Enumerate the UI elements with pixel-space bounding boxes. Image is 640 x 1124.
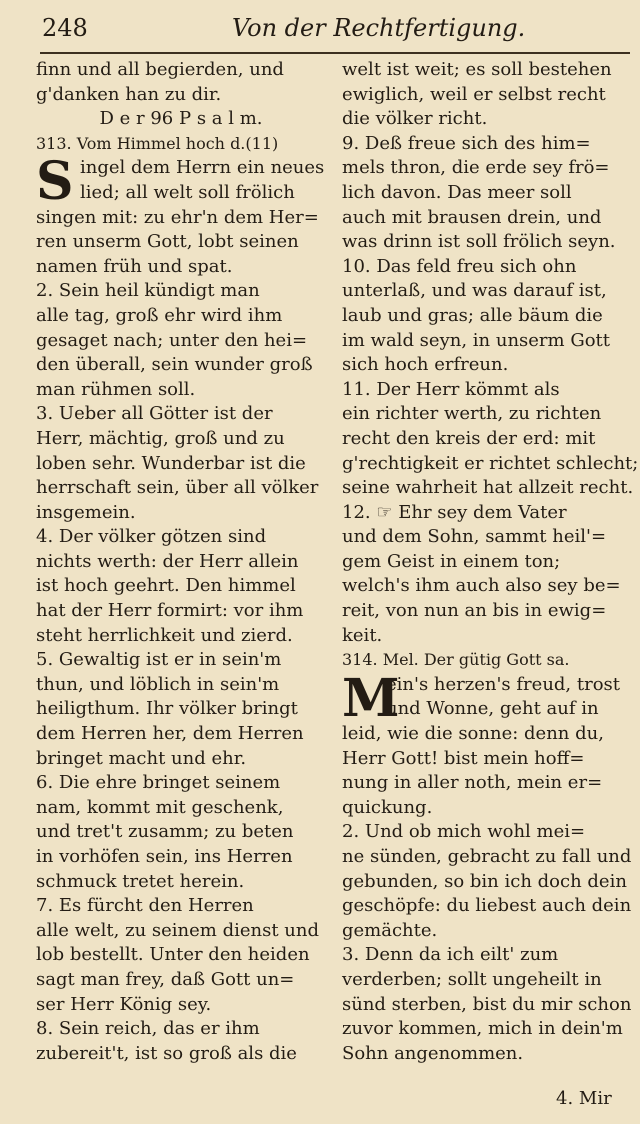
text-line: ein richter werth, zu richten	[342, 403, 602, 425]
text-line: die völker richt.	[342, 108, 488, 130]
text-line: ewiglich, weil er selbst recht	[342, 83, 606, 105]
text-line: recht den kreis der erd: mit	[342, 427, 596, 449]
text-line: ingel dem Herrn ein neues	[80, 157, 325, 179]
text-line: und tret't zusamm; zu beten	[36, 821, 294, 843]
text-line: steht herrlichkeit und zierd.	[36, 624, 293, 646]
text-line: sich hoch erfreun.	[342, 354, 509, 376]
text-line: 3. Ueber all Götter ist der	[36, 403, 273, 425]
hymn-number-melody: 313. Vom Himmel hoch d.(11)	[36, 133, 279, 153]
page-number: 248	[42, 14, 88, 42]
hymn-number-melody: 314. Mel. Der gütig Gott sa.	[342, 650, 570, 670]
text-line: Herr Gott! bist mein hoff=	[342, 747, 585, 769]
header-rule	[40, 52, 630, 54]
text-line: 7. Es fürcht den Herren	[36, 895, 254, 917]
text-line: Herr, mächtig, groß und zu	[36, 427, 285, 449]
text-line: lich davon. Das meer soll	[342, 181, 572, 203]
text-line: finn und all begierden, und	[36, 59, 284, 80]
text-line: unterlaß, und was darauf ist,	[342, 280, 607, 302]
psalm-heading: D e r 96 P s a l m.	[99, 108, 263, 130]
right-column	[342, 58, 639, 1066]
text-line: gem Geist in einem ton;	[342, 550, 561, 572]
text-line: 10. Das feld freu sich ohn	[342, 255, 577, 277]
text-line: 2. Und ob mich wohl mei=	[342, 821, 586, 843]
text-line: hat der Herr formirt: vor ihm	[36, 600, 304, 622]
text-line: 6. Die ehre bringet seinem	[36, 772, 281, 794]
text-line: und Wonne, geht auf in	[386, 698, 599, 720]
text-line: reit, von nun an bis in ewig=	[342, 600, 607, 622]
text-line: leid, wie die sonne: denn du,	[342, 723, 604, 745]
text-line: 4. Der völker götzen sind	[36, 526, 267, 548]
text-line: laub und gras; alle bäum die	[342, 304, 603, 326]
drop-cap-letter: S	[36, 151, 74, 213]
text-line: ren unserm Gott, lobt seinen	[36, 231, 299, 253]
text-line: thun, und löblich in sein'm	[36, 673, 280, 695]
text-line: ein's herzen's freud, trost	[386, 673, 621, 695]
text-line: ne sünden, gebracht zu fall und	[342, 846, 632, 867]
text-line: schmuck tretet herein.	[36, 870, 245, 892]
text-line: namen früh und spat.	[36, 255, 233, 277]
text-line: den überall, sein wunder groß	[36, 354, 313, 376]
text-line: im wald seyn, in unserm Gott	[342, 329, 611, 351]
text-line: welt ist weit; es soll bestehen	[342, 59, 612, 80]
text-line: welch's ihm auch also sey be=	[342, 575, 621, 597]
text-line: in vorhöfen sein, ins Herren	[36, 846, 293, 867]
text-line: 11. Der Herr kömmt als	[342, 378, 560, 400]
text-line: sünd sterben, bist du mir schon	[342, 993, 632, 1015]
text-line: quickung.	[342, 796, 433, 818]
text-line: auch mit brausen drein, und	[342, 206, 602, 228]
text-line: 3. Denn da ich eilt' zum	[342, 944, 559, 966]
text-line: g'rechtigkeit er richtet schlecht;	[342, 452, 639, 474]
text-line: lob bestellt. Unter den heiden	[36, 944, 310, 966]
text-line: heiligthum. Ihr völker bringt	[36, 698, 298, 720]
catchword: 4. Mir	[556, 1088, 612, 1109]
left-column	[36, 58, 326, 1066]
text-line: singen mit: zu ehr'n dem Her=	[36, 206, 319, 228]
text-line: Sohn angenommen.	[342, 1042, 524, 1064]
text-line: ser Herr König sey.	[36, 993, 212, 1015]
text-line: alle tag, groß ehr wird ihm	[36, 304, 283, 326]
text-line: ist hoch geehrt. Den himmel	[36, 575, 296, 597]
text-line: nichts werth: der Herr allein	[36, 550, 299, 572]
text-line: insgemein.	[36, 501, 136, 523]
text-line: und dem Sohn, sammt heil'=	[342, 526, 607, 548]
text-line: verderben; sollt ungeheilt in	[342, 968, 602, 990]
text-line: 12. ☞ Ehr sey dem Vater	[342, 501, 567, 523]
text-line: 9. Deß freue sich des him=	[342, 132, 591, 154]
text-line: g'danken han zu dir.	[36, 83, 222, 105]
text-line: gesaget nach; unter den hei=	[36, 329, 308, 351]
text-line: man rühmen soll.	[36, 378, 196, 400]
text-line: zubereit't, ist so groß als die	[36, 1042, 297, 1064]
text-line: gebunden, so bin ich doch dein	[342, 870, 627, 892]
drop-cap-letter: M	[342, 667, 400, 729]
text-line: lied; all welt soll frölich	[80, 181, 295, 203]
text-line: 5. Gewaltig ist er in sein'm	[36, 649, 282, 671]
text-line: 2. Sein heil kündigt man	[36, 280, 260, 302]
running-head: Von der Rechtfertigung.	[232, 14, 526, 42]
text-line: gemächte.	[342, 919, 438, 941]
text-line: was drinn ist soll frölich seyn.	[342, 231, 616, 253]
text-line: zuvor kommen, mich in dein'm	[342, 1018, 623, 1040]
text-line: herrschaft sein, über all völker	[36, 477, 319, 499]
text-line: sagt man frey, daß Gott un=	[36, 968, 295, 990]
text-line: alle welt, zu seinem dienst und	[36, 919, 320, 941]
text-line: nam, kommt mit geschenk,	[36, 796, 284, 818]
text-line: bringet macht und ehr.	[36, 747, 247, 769]
text-line: keit.	[342, 624, 383, 646]
text-line: nung in aller noth, mein er=	[342, 772, 603, 794]
text-line: loben sehr. Wunderbar ist die	[36, 452, 306, 474]
text-line: dem Herren her, dem Herren	[36, 723, 304, 745]
text-line: mels thron, die erde sey frö=	[342, 157, 610, 179]
text-line: geschöpfe: du liebest auch dein	[342, 895, 632, 917]
page-header	[0, 0, 640, 56]
text-line: seine wahrheit hat allzeit recht.	[342, 477, 634, 499]
text-line: 8. Sein reich, das er ihm	[36, 1018, 260, 1040]
